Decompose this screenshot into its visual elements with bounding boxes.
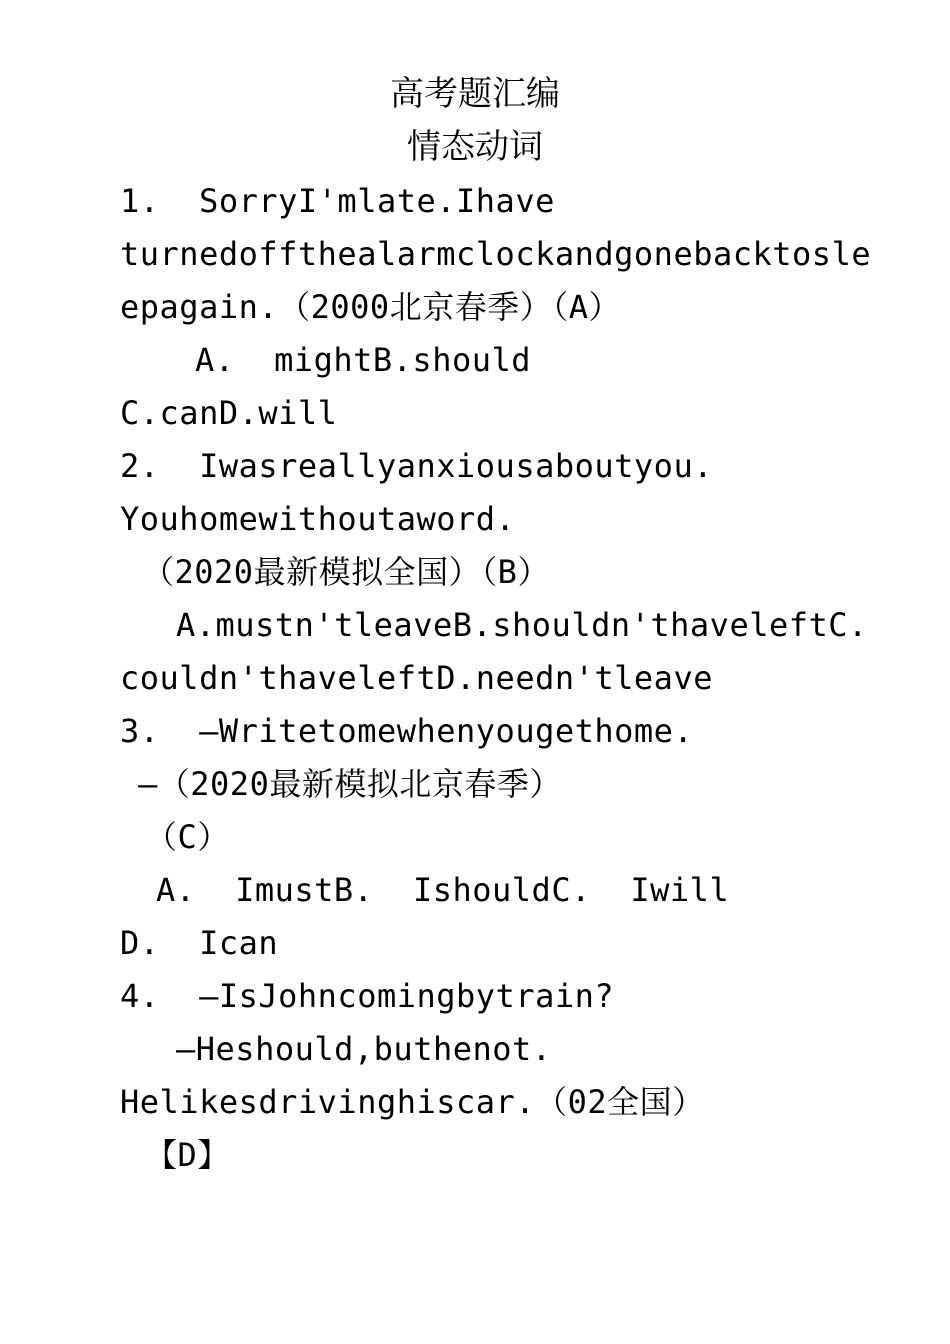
question-2-options-line-1: A.mustn'tleaveB.shouldn'thaveleftC. (176, 606, 868, 644)
question-2-source: （2020最新模拟全国）（B） (142, 553, 550, 591)
document-title: 高考题汇编 (390, 74, 560, 114)
question-4-line-2: —Heshould,buthenot. (176, 1030, 552, 1068)
question-1-options-c-d: C.canD.will (120, 394, 338, 432)
question-3-line-1: 3. —Writetomewhenyougethome. (120, 712, 694, 750)
question-2-options-line-2: couldn'thaveleftD.needn'tleave (120, 659, 713, 697)
document-subtitle: 情态动词 (407, 127, 543, 167)
question-4-answer: 【D】 (145, 1136, 230, 1174)
question-1-options-a-b: A. mightB.should (195, 341, 532, 379)
question-3-answer: （C） (145, 818, 230, 856)
question-4-source: Helikesdrivinghiscar.（02全国） (120, 1083, 705, 1121)
question-1-line-2: turnedoffthealarmclockandgonebacktosle (120, 235, 872, 273)
question-2-line-2: Youhomewithoutaword. (120, 500, 516, 538)
question-4-line-1: 4. —IsJohncomingbytrain? (120, 977, 615, 1015)
question-2-line-1: 2. Iwasreallyanxiousaboutyou. (120, 447, 713, 485)
question-3-option-d: D. Ican (120, 924, 279, 962)
question-3-options-a-c: A. ImustB. IshouldC. Iwill (156, 871, 730, 909)
question-1-line-1: 1. SorryI'mlate.Ihave (120, 182, 555, 220)
question-1-source: epagain.（2000北京春季）（A） (120, 288, 621, 326)
question-3-source: —（2020最新模拟北京春季） (138, 765, 562, 803)
